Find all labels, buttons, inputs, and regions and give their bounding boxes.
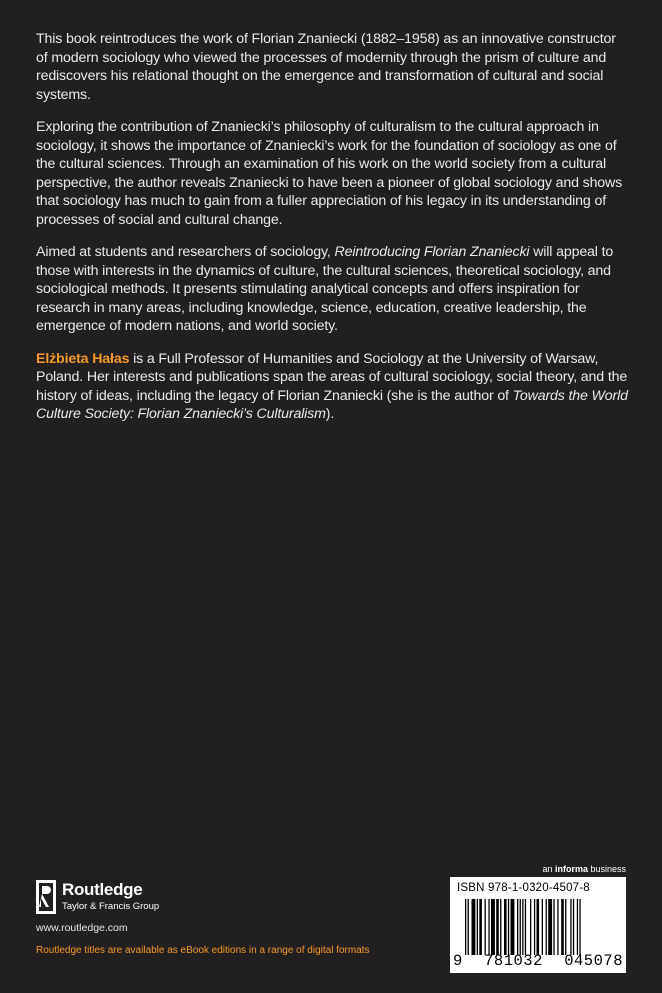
informa-text-bold: informa: [554, 864, 588, 874]
book-title-italic: Reintroducing Florian Znaniecki: [334, 244, 530, 260]
blurb-paragraph-2: [36, 118, 628, 229]
informa-business-label: [542, 864, 626, 874]
informa-text-c: business: [587, 864, 626, 874]
routledge-mark-icon: [36, 880, 56, 914]
back-cover-blurb: [36, 30, 628, 438]
barcode-digit-prefix: 9: [453, 952, 463, 970]
ebook-note: Routledge titles are available as eBook editions in a range of digital formats: [36, 945, 370, 956]
blurb-text-2: Exploring the contribution of Znaniecki’s philosophy of culturalism to the cultural approach in sociology, it shows the importance of Znaniecki’s work for the foundation of sociology as one of the cultural sciences. Through an examination of his work on the world society from a cultural perspective, the author reveals Znaniecki to have been a pioneer of global sociology and shows that sociology has much to gain from a fuller appreciation of his legacy in its understanding of processes of social and cultural change.: [36, 119, 623, 228]
author-name: Elżbieta Hałas: [36, 350, 130, 367]
publisher-name: Routledge: [62, 880, 143, 899]
author-bio-text-a: is a Full Professor of Humanities and Sociology at the University of Warsaw, Poland. Her interests and publications span the areas of cultural sociology, social theory, and the history of ideas, including the legacy of Florian Znaniecki (she is the author of: [36, 350, 628, 404]
blurb-text-3a: Aimed at students and researchers of sociology,: [36, 244, 335, 260]
isbn-barcode-box: [450, 877, 626, 973]
blurb-text-3b: will appeal to those with interests in the dynamics of culture, the cultural sciences, theoretical sociology, and sociological methods. It presents stimulating analytical concepts and offers inspiration for research in many areas, including knowledge, science, education, creative leadership, the emergence of modern nations, and world society.: [36, 244, 614, 334]
barcode-digits-right: 045078: [564, 952, 623, 970]
author-bio: [36, 350, 628, 424]
blurb-paragraph-1: [36, 30, 628, 104]
author-book-title: Towards the World Culture Society: Florian Znaniecki’s Culturalism: [36, 387, 628, 422]
blurb-paragraph-3: [36, 243, 628, 336]
isbn-label: ISBN 978-1-0320-4507-8: [457, 882, 590, 894]
informa-text-a: an: [542, 864, 555, 874]
blurb-text-1: This book reintroduces the work of Florian Znaniecki (1882–1958) as an innovative constructor of modern sociology who viewed the processes of modernity through the prism of culture and rediscovers his relational thought on the emergence and transformation of cultural and social systems.: [36, 31, 616, 103]
barcode-digits-left: 781032: [484, 952, 543, 970]
routledge-logo: [36, 880, 159, 914]
publisher-group: Taylor & Francis Group: [62, 901, 160, 912]
barcode-icon: [465, 899, 620, 955]
author-bio-text-b: ).: [325, 406, 335, 422]
publisher-url[interactable]: www.routledge.com: [36, 922, 128, 934]
barcode-digits: [453, 952, 623, 970]
